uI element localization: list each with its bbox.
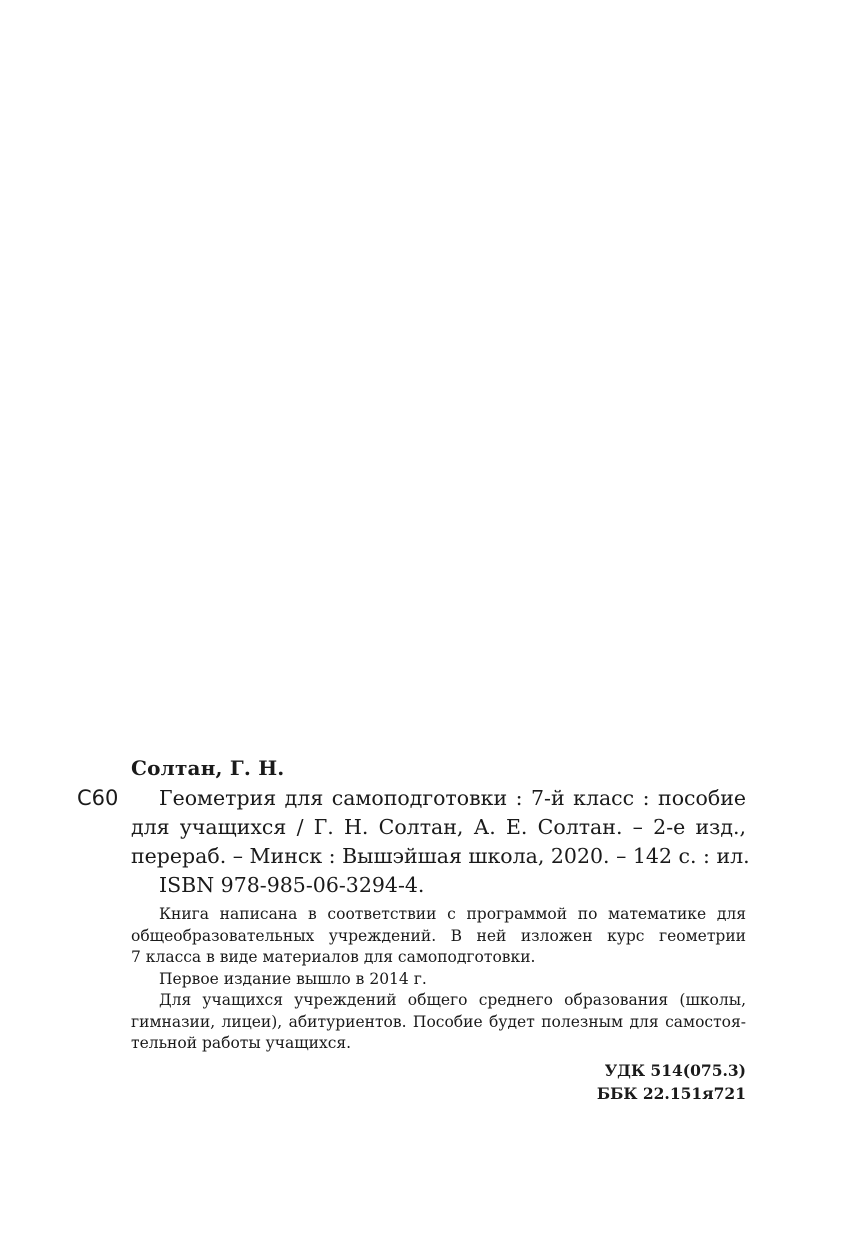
bbk-index: ББК 22.151я721 bbox=[596, 1084, 746, 1103]
annotation-line: Книга написана в соответствии с программой по математике для bbox=[159, 905, 746, 923]
audience-line: гимназии, лицеи), абитуриентов. Пособие будет полезным для самостоя- bbox=[131, 1012, 746, 1031]
bibliographic-description bbox=[131, 784, 750, 900]
bibliographic-line: перераб. – Минск : Вышэйшая школа, 2020. – 142 с. : ил. bbox=[131, 844, 750, 868]
annotation bbox=[131, 904, 746, 1055]
audience-line: тельной работы учащихся. bbox=[131, 1034, 352, 1052]
isbn-line: ISBN 978-985-06-3294-4. bbox=[159, 873, 425, 897]
bibliographic-line: Геометрия для самоподготовки : 7-й класс : пособие bbox=[159, 786, 746, 810]
annotation-line: общеобразовательных учреждений. В ней изложен курс геометрии bbox=[131, 926, 746, 945]
bibliographic-line: для учащихся / Г. Н. Солтан, А. Е. Солтан. – 2-е изд., bbox=[131, 815, 746, 839]
classification-code: С60 bbox=[77, 786, 119, 810]
annotation-line: 7 класса в виде материалов для самоподготовки. bbox=[131, 948, 536, 966]
udk-index: УДК 514(075.3) bbox=[604, 1061, 746, 1080]
first-edition-note: Первое издание вышло в 2014 г. bbox=[159, 969, 427, 988]
audience-line: Для учащихся учреждений общего среднего образования (школы, bbox=[159, 991, 746, 1009]
classification-indices bbox=[597, 1059, 746, 1105]
author-heading: Солтан, Г. Н. bbox=[131, 756, 285, 780]
